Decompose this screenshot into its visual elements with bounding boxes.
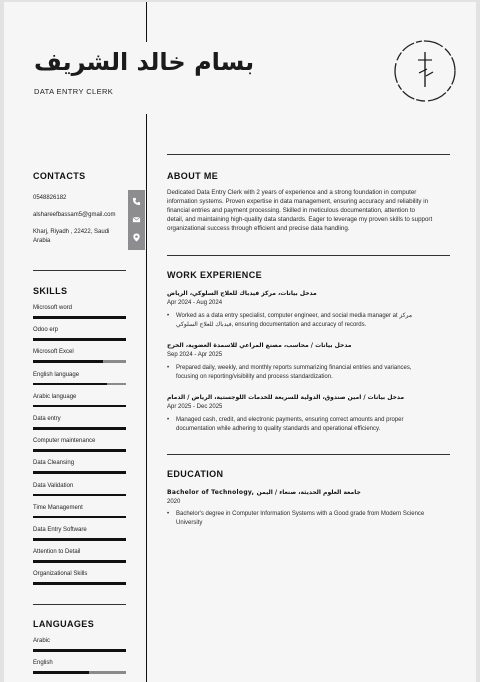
- about-text: [167, 188, 457, 233]
- contacts-heading: CONTACTS: [33, 171, 86, 181]
- skill-level-fill: [33, 582, 126, 585]
- skill-row: [33, 571, 126, 585]
- skill-level-bar: [33, 582, 126, 585]
- skill-level-bar: [33, 560, 126, 563]
- skill-label: Attention to Detail: [33, 549, 81, 556]
- skill-label: Data entry: [33, 416, 61, 422]
- skill-row: [33, 416, 126, 430]
- location-pin-icon: [128, 228, 145, 246]
- skill-label: Data Entry Software: [33, 527, 87, 533]
- skill-level-bar: [33, 538, 126, 541]
- skill-label: Data Cleansing: [33, 460, 75, 467]
- skill-level-bar: [33, 316, 126, 319]
- skill-label: Time Management: [33, 504, 83, 511]
- job-bullet-1: [167, 312, 461, 330]
- language-level-bar: [33, 671, 126, 674]
- about-line: organizational success through efficient and precise data handling.: [167, 225, 350, 232]
- job-bullet-line: Worked as a data entry specialist, computer engineer, and social media manager at مركز: [176, 313, 413, 319]
- top-divider-line: [146, 2, 147, 42]
- job-title: DATA ENTRY CLERK: [34, 87, 114, 96]
- mail-icon: [128, 210, 145, 228]
- job-title-2: مدخل بيانات / محاسب، مصنع المراعي للاسمدة العضوية، الخرج: [167, 342, 352, 349]
- skill-level-bar: [33, 449, 126, 452]
- skill-level-fill: [33, 427, 126, 430]
- skill-label: Arabic language: [33, 393, 77, 400]
- about-top-rule: [167, 154, 450, 155]
- skill-row: [33, 438, 126, 452]
- skill-level-fill: [33, 494, 126, 497]
- phone-icon: [128, 192, 145, 210]
- skill-level-fill: [33, 338, 126, 341]
- skill-label: Microsoft word: [33, 305, 73, 311]
- skill-row: [33, 394, 126, 408]
- experience-heading: WORK EXPERIENCE: [167, 270, 263, 280]
- skill-row: [33, 527, 126, 541]
- skill-label: Organizational Skills: [33, 571, 88, 578]
- job-bullet-line: Managed cash, credit, and electronic payments, ensuring correct amounts and proper: [176, 417, 404, 423]
- job-bullet-line: Prepared daily, weekly, and monthly reports summarizing financial entries and variances,: [176, 365, 412, 371]
- language-label: Arabic: [33, 638, 51, 644]
- skill-label: Data Validation: [33, 482, 74, 489]
- phone-number: 0548826182: [33, 195, 67, 201]
- skill-row: [33, 505, 126, 519]
- experience-top-rule: [167, 255, 450, 256]
- resume-page: [4, 2, 476, 682]
- column-divider-line: [146, 114, 147, 682]
- skills-heading: SKILLS: [33, 286, 68, 296]
- education-bullet-line: University: [176, 520, 203, 526]
- skill-row: [33, 483, 126, 497]
- skill-level-fill: [33, 516, 126, 519]
- skill-row: [33, 549, 126, 563]
- education-year: 2020: [167, 499, 181, 505]
- job-dates-1: Apr 2024 - Aug 2024: [167, 300, 223, 306]
- language-label: English: [33, 660, 53, 666]
- about-line: Dedicated Data Entry Clerk with 2 years of experience and a strong foundation in computer: [167, 189, 417, 196]
- address-line-2: Arabia: [33, 238, 51, 244]
- skill-level-fill: [33, 471, 126, 474]
- skill-label: Odoo erp: [33, 327, 59, 334]
- skill-level-bar: [33, 405, 126, 408]
- education-heading: EDUCATION: [167, 469, 224, 479]
- skill-level-fill: [33, 360, 103, 363]
- about-line: information systems. Proven expertise in data management, ensuring accuracy and reliability in: [167, 198, 429, 205]
- skill-label: Microsoft Excel: [33, 349, 74, 356]
- skill-level-fill: [33, 316, 126, 319]
- job-bullet-2: [167, 364, 461, 382]
- about-heading: ABOUT ME: [167, 171, 219, 181]
- skill-level-bar: [33, 338, 126, 341]
- skill-level-fill: [33, 560, 126, 563]
- language-row: [33, 638, 126, 652]
- bullet-dot: •: [167, 365, 170, 371]
- skill-level-bar: [33, 494, 126, 497]
- job-title-3: مدخل بيانات / امين صندوق، الدولية للسريعة للخدمات اللوجستية، الرياض / الدمام: [167, 394, 405, 401]
- job-bullet-line: focusing on reporting/visibility and process standardization.: [176, 374, 333, 380]
- skill-level-bar: [33, 427, 126, 430]
- candidate-name: بسام خالد الشريف: [34, 48, 255, 76]
- education-degree: Bachelor of Technology, جامعة العلوم الحديثة، صنعاء / اليمن: [167, 489, 361, 496]
- bullet-dot: •: [167, 313, 170, 319]
- contacts-separator: [33, 270, 126, 271]
- education-bullet-line: Bachelor's degree in Computer Information Systems with a Good grade from Modern Science: [176, 511, 425, 517]
- job-bullet-line: فيدباك للعلاج السلوكي, ensuring documentation and accuracy of records.: [176, 322, 367, 328]
- monogram-logo-icon: [389, 39, 461, 103]
- job-dates-3: Apr 2025 - Dec 2025: [167, 404, 223, 410]
- languages-heading: LANGUAGES: [33, 619, 95, 629]
- skill-label: English language: [33, 371, 80, 378]
- skill-row: [33, 460, 126, 474]
- contact-icon-bar: [128, 190, 145, 250]
- job-bullet-3: [167, 416, 461, 434]
- skill-level-fill: [33, 538, 126, 541]
- language-level-fill: [33, 671, 89, 674]
- skill-label: Computer maintenance: [33, 438, 96, 445]
- education-top-rule: [167, 454, 450, 455]
- skill-level-bar: [33, 360, 126, 363]
- skill-row: [33, 349, 126, 363]
- address-line-1: Kharj, Riyadh , 22422, Saudi: [33, 229, 110, 235]
- skill-level-bar: [33, 471, 126, 474]
- skill-level-bar: [33, 383, 126, 386]
- about-line: financial entries and payment processing. Skilled in meticulous documentation, attention to: [167, 207, 415, 214]
- skill-level-fill: [33, 449, 126, 452]
- skill-level-fill: [33, 405, 126, 408]
- skill-row: [33, 372, 126, 386]
- job-dates-2: Sep 2024 - Apr 2025: [167, 352, 223, 358]
- bullet-dot: •: [167, 511, 170, 517]
- skill-row: [33, 327, 126, 341]
- job-title-1: مدخل بيانات، مركز فيدباك للعلاج السلوكي، الرياض: [167, 290, 317, 297]
- skills-separator: [33, 604, 126, 605]
- language-level-bar: [33, 649, 126, 652]
- job-bullet-line: documentation while adhering to quality standards and operational efficiency.: [176, 426, 381, 432]
- skill-level-bar: [33, 516, 126, 519]
- about-line: detail, and maintaining high-quality data standards. Eager to leverage my proven skills to support: [167, 216, 433, 223]
- education-bullet: [167, 510, 461, 528]
- skill-row: [33, 305, 126, 319]
- skill-level-fill: [33, 383, 107, 386]
- bullet-dot: •: [167, 417, 170, 423]
- language-row: [33, 660, 126, 674]
- email-address: alshareefbassam5@gmail.com: [33, 212, 116, 218]
- language-level-fill: [33, 649, 126, 652]
